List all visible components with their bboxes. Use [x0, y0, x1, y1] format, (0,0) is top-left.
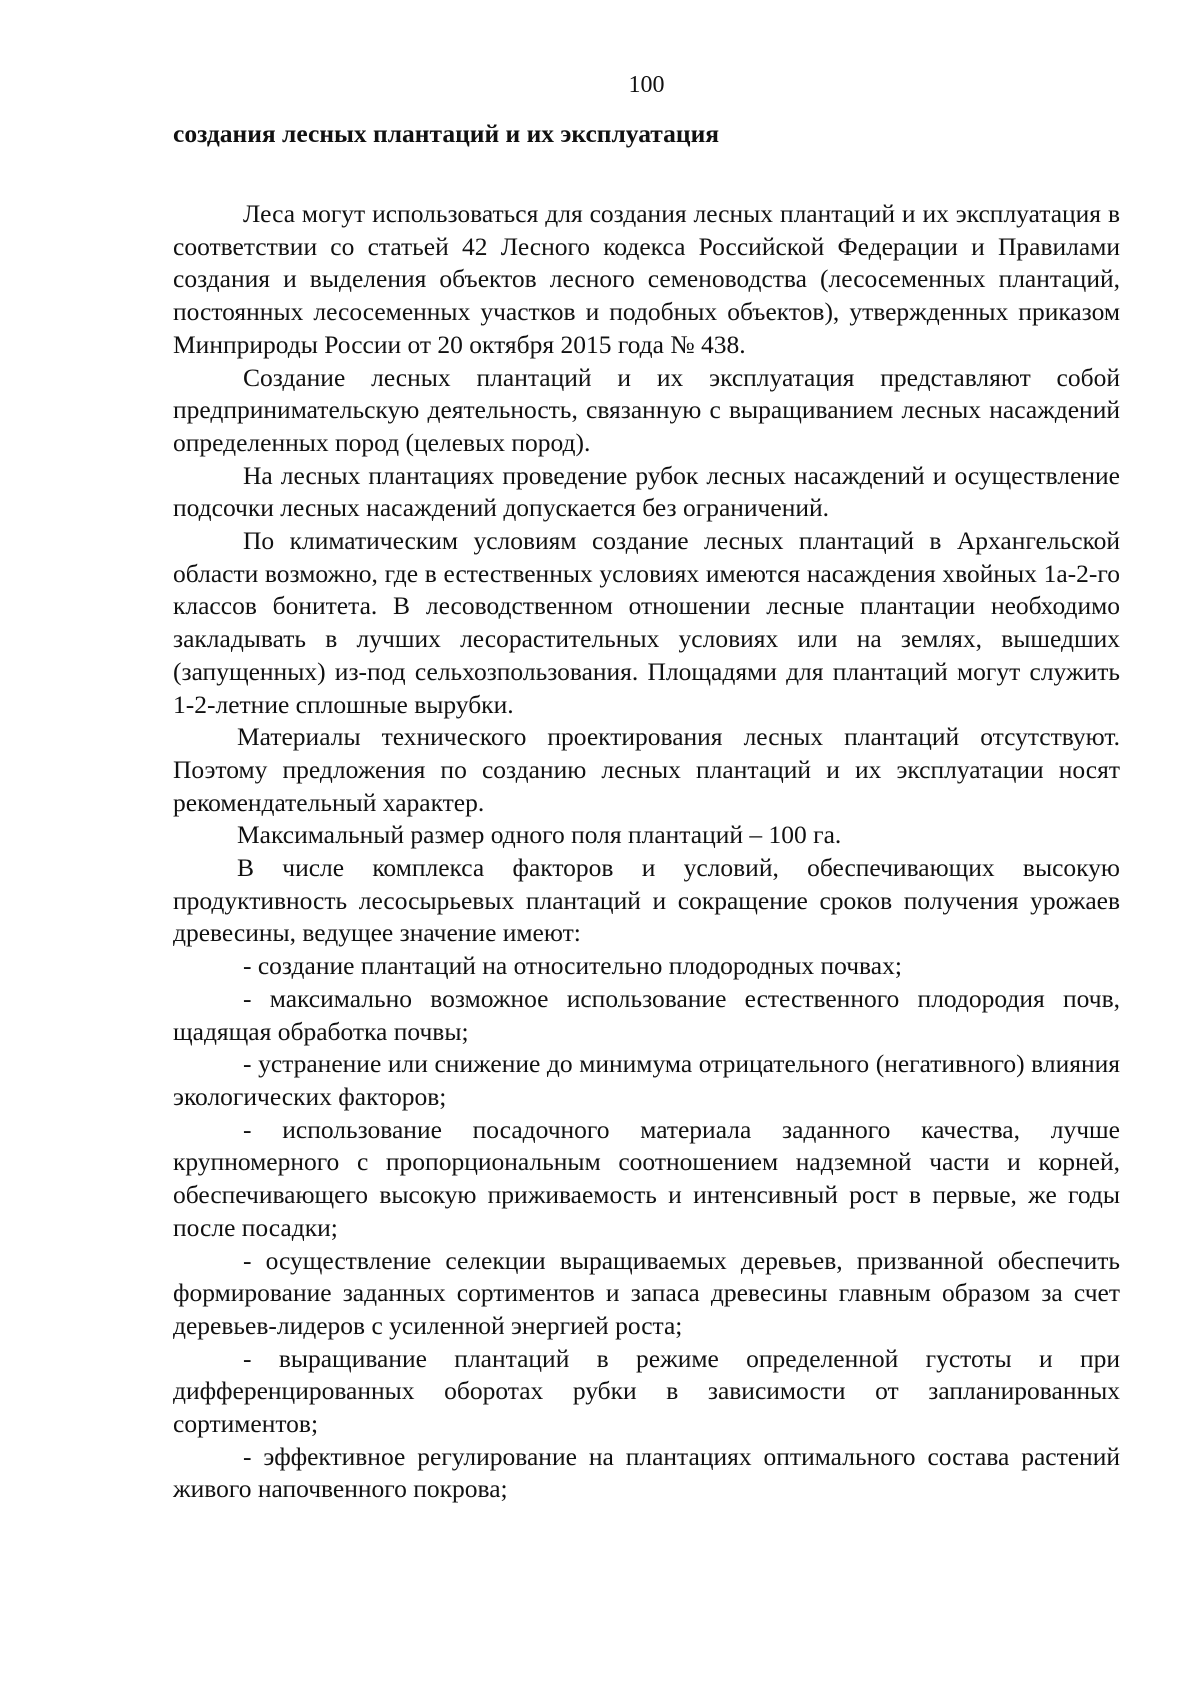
- list-item: - устранение или снижение до минимума отрицательного (негативного) влияния экологических факторов;: [173, 1049, 1120, 1111]
- list-item: - максимально возможное использование естественного плодородия почв, щадящая обработка почвы;: [173, 983, 1120, 1046]
- paragraph: На лесных плантациях проведение рубок лесных насаждений и осуществление подсочки лесных насаждений допускается без ограничений.: [173, 460, 1120, 523]
- paragraph: В числе комплекса факторов и условий, обеспечивающих высокую продуктивность лесосырьевых плантаций и сокращение сроков получения урожаев древесины, ведущее значение имеют:: [173, 853, 1120, 948]
- section-heading: создания лесных плантаций и их эксплуатация: [173, 119, 720, 148]
- page-number: 100: [628, 72, 665, 98]
- paragraph: Максимальный размер одного поля плантаций – 100 га.: [237, 820, 842, 850]
- list-item: - создание плантаций на относительно плодородных почвах;: [243, 951, 902, 981]
- list-item: - использование посадочного материала заданного качества, лучше крупномерного с пропорциональным соотношением надземной части и корней, обеспечивающего высокую приживаемость и интенсивный рост в первые, же годы после посадки;: [173, 1114, 1120, 1242]
- paragraph: Леса могут использоваться для создания лесных плантаций и их эксплуатация в соответствии со статьей 42 Лесного кодекса Российской Федерации и Правилами создания и выделения объектов лесного семеноводства (лесосеменных плантаций, постоянных лесосеменных участков и подобных объектов), утвержденных приказом Минприроды России от 20 октября 2015 года № 438.: [173, 199, 1120, 359]
- list-item: - выращивание плантаций в режиме определенной густоты и при дифференцированных оборотах рубки в зависимости от запланированных сортиментов;: [173, 1343, 1120, 1439]
- paragraph: По климатическим условиям создание лесных плантаций в Архангельской области возможно, где в естественных условиях имеются насаждения хвойных 1а-2-го классов бонитета. В лесоводственном отношении лесные плантации необходимо закладывать в лучших лесорастительных условиях или на землях, вышедших (запущенных) из-под сельхозпользования. Площадями для плантаций могут служить 1-2-летние сплошные вырубки.: [173, 526, 1120, 719]
- document-body: [173, 198, 1120, 1506]
- paragraph: Материалы технического проектирования лесных плантаций отсутствуют. Поэтому предложения по созданию лесных плантаций и их эксплуатации носят рекомендательный характер.: [173, 722, 1120, 817]
- paragraph: Создание лесных плантаций и их эксплуатация представляют собой предпринимательскую деятельность, связанную с выращиванием лесных насаждений определенных пород (целевых пород).: [173, 362, 1120, 457]
- list-item: - эффективное регулирование на плантациях оптимального состава растений живого напочвенного покрова;: [173, 1441, 1120, 1504]
- list-item: - осуществление селекции выращиваемых деревьев, призванной обеспечить формирование заданных сортиментов и запаса древесины главным образом за счет деревьев-лидеров с усиленной энергией роста;: [173, 1245, 1120, 1340]
